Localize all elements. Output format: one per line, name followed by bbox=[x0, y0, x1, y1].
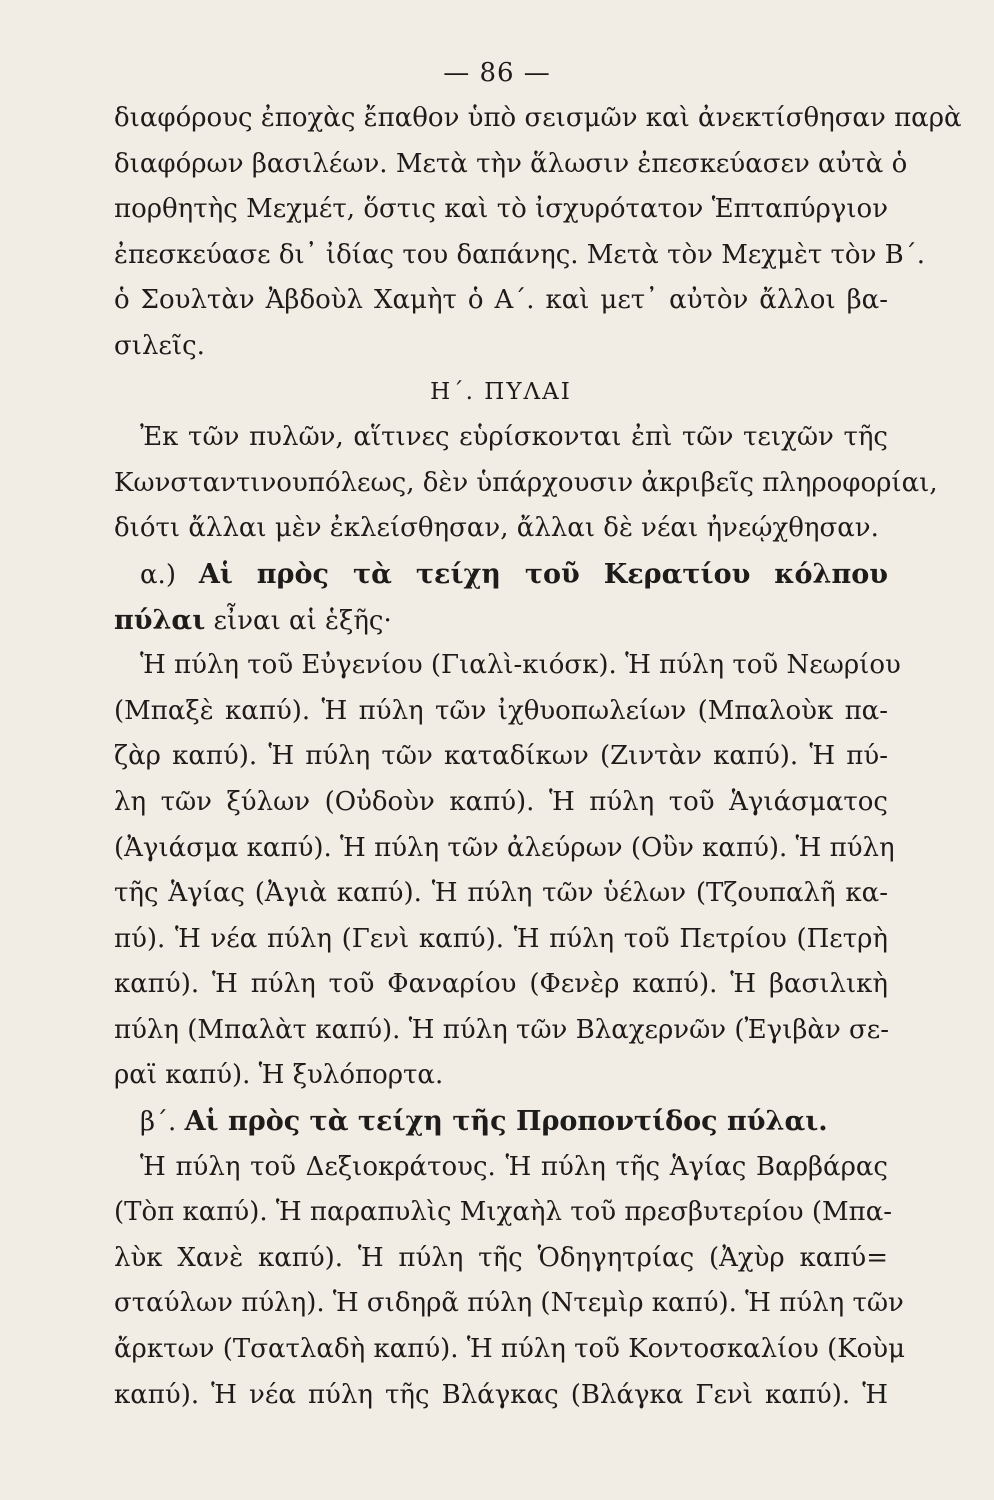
subsection-b bbox=[114, 1099, 906, 1418]
subsection-b-title: Αἱ πρὸς τὰ τείχη τῆς Προποντίδος πύλαι. bbox=[184, 1106, 828, 1138]
text-line: (Ἀγιάσμα καπύ). Ἡ πύλη τῶν ἀλεύρων (Οὒν καπύ). Ἡ πύλη bbox=[114, 832, 895, 863]
subsection-a-title-line-2 bbox=[114, 598, 888, 644]
text-line: Κωνσταντινουπόλεως, δὲν ὑπάρχουσιν ἀκριβεῖς πληροφορίαι, bbox=[114, 467, 938, 498]
subsection-b-marker: β΄. bbox=[140, 1107, 177, 1138]
text-line: (Τὸπ καπύ). Ἡ παραπυλὶς Μιχαὴλ τοῦ πρεσβυτερίου (Μπα- bbox=[114, 1197, 893, 1228]
section-heading: Η΄. ΠΥΛΑΙ bbox=[430, 378, 572, 405]
text-line: διότι ἄλλαι μὲν ἐκλείσθησαν, ἄλλαι δὲ νέαι ἠνεῴχθησαν. bbox=[114, 513, 879, 544]
text-line: καπύ). Ἡ νέα πύλη τῆς Βλάγκας (Βλάγκα Γενὶ καπύ). Ἡ bbox=[114, 1379, 888, 1410]
paragraph-2 bbox=[114, 415, 938, 552]
subsection-a-marker: α.) bbox=[140, 559, 176, 590]
text-line: Ἡ πύλη τοῦ Δεξιοκράτους. Ἡ πύλη τῆς Ἁγίας Βαρβάρας bbox=[140, 1151, 888, 1182]
text-line: καπύ). Ἡ πύλη τοῦ Φαναρίου (Φενὲρ καπύ). Ἡ βασιλικὴ bbox=[114, 969, 888, 1000]
text-line: διαφόρων βασιλέων. Μετὰ τὴν ἅλωσιν ἐπεσκεύασεν αὐτὰ ὁ bbox=[114, 148, 908, 179]
page-number: — 86 — bbox=[443, 58, 551, 88]
subsection-a bbox=[114, 552, 901, 1099]
text-line: ἐπεσκεύασε δι᾽ ἰδίας του δαπάνης. Μετὰ τὸν Μεχμὲτ τὸν Β΄. bbox=[114, 239, 926, 270]
text-line: λη τῶν ξύλων (Οὐδοὺν καπύ). Ἡ πύλη τοῦ Ἁγιάσματος bbox=[114, 786, 888, 817]
text-line: ὁ Σουλτὰν Ἀβδοὺλ Χαμὴτ ὁ Α΄. καὶ μετ᾽ αὐτὸν ἄλλοι βα- bbox=[114, 285, 888, 316]
text-line: Ἐκ τῶν πυλῶν, αἵτινες εὑρίσκονται ἐπὶ τῶν τειχῶν τῆς bbox=[140, 422, 888, 453]
subsection-b-title-line bbox=[114, 1099, 888, 1145]
text-line: διαφόρους ἐποχὰς ἔπαθον ὑπὸ σεισμῶν καὶ ἀνεκτίσθησαν παρὰ bbox=[114, 103, 962, 133]
text-line: σιλεῖς. bbox=[114, 330, 205, 361]
text-line: (Μπαξὲ καπύ). Ἡ πύλη τῶν ἰχθυοπωλείων (Μπαλοὺκ πα- bbox=[114, 695, 888, 726]
text-line: πορθητὴς Μεχμέτ, ὅστις καὶ τὸ ἰσχυρότατον Ἑπταπύργιον bbox=[114, 194, 888, 225]
text-line: σταύλων πύλη). Ἡ σιδηρᾶ πύλη (Ντεμὶρ καπύ). Ἡ πύλη τῶν bbox=[114, 1288, 904, 1319]
text-line: ραϊ καπύ). Ἡ ξυλόπορτα. bbox=[114, 1060, 444, 1091]
subsection-a-intro: εἶναι αἱ ἑξῆς· bbox=[213, 605, 392, 636]
text-line: τῆς Ἁγίας (Ἀγιὰ καπύ). Ἡ πύλη τῶν ὑέλων (Τζουπαλῆ κα- bbox=[114, 878, 888, 909]
subsection-a-title-end: πύλαι bbox=[114, 604, 206, 636]
text-line: ἄρκτων (Τσατλαδὴ καπύ). Ἡ πύλη τοῦ Κοντοσκαλίου (Κοὺμ bbox=[114, 1334, 906, 1365]
text-line: Ἡ πύλη τοῦ Εὐγενίου (Γιαλὶ-κιόσκ). Ἡ πύλη τοῦ Νεωρίου bbox=[140, 650, 901, 681]
subsection-a-title: Αἱ πρὸς τὰ τείχη τοῦ Κερατίου κόλπου bbox=[198, 558, 888, 590]
page-body bbox=[114, 96, 962, 1418]
text-line: πύ). Ἡ νέα πύλη (Γενὶ καπύ). Ἡ πύλη τοῦ Πετρίου (Πετρὴ bbox=[114, 923, 888, 954]
subsection-a-title-line bbox=[114, 552, 888, 598]
text-line: πύλη (Μπαλὰτ καπύ). Ἡ πύλη τῶν Βλαχερνῶν (Ἐγιβὰν σε- bbox=[114, 1014, 890, 1045]
text-line: λὺκ Χανὲ καπύ). Ἡ πύλη τῆς Ὁδηγητρίας (Ἀχὺρ καπύ= bbox=[114, 1242, 888, 1273]
paragraph-1 bbox=[114, 96, 962, 370]
text-line: ζὰρ καπύ). Ἡ πύλη τῶν καταδίκων (Ζιντὰν καπύ). Ἡ πύ- bbox=[114, 741, 888, 772]
